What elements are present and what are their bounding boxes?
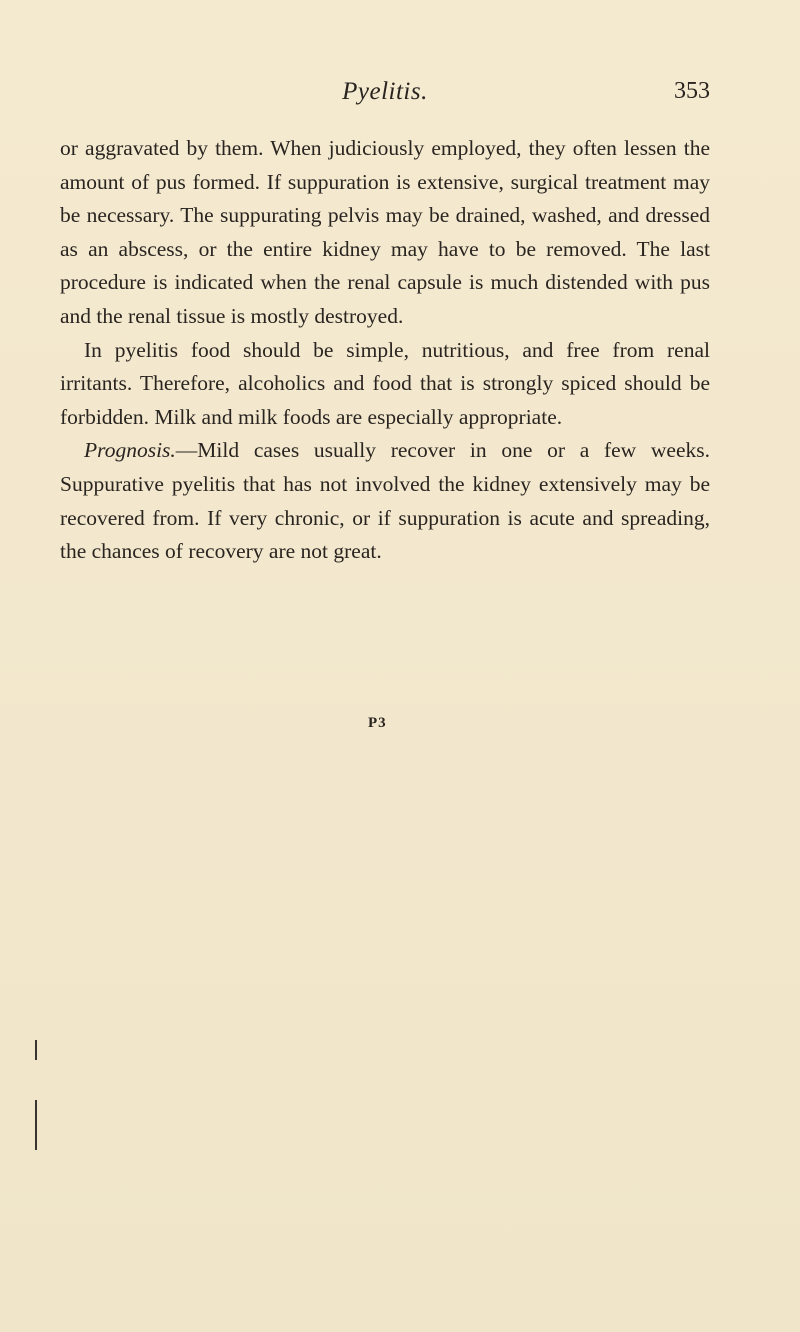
gutter-mark bbox=[35, 1100, 37, 1150]
paragraph-prognosis bbox=[60, 434, 710, 568]
body-text bbox=[60, 132, 710, 569]
prognosis-text: —Mild cases usually recover in one or a few weeks. Suppurative pyelitis that has not involved the kidney extensively may be recovered from. If very chronic, or if suppuration is acute and spreading, the chances of recovery are not great. bbox=[60, 438, 710, 564]
page-number: 353 bbox=[674, 78, 710, 104]
signature-mark: P3 bbox=[368, 715, 387, 731]
running-title: Pyelitis. bbox=[342, 78, 428, 105]
paragraph-continuation: or aggravated by them. When judiciously employed, they often lessen the amount of pus formed. If suppuration is extensive, surgical treatment may be necessary. The suppurating pelvis may be drained, washed, and dressed as an abscess, or the entire kidney may have to be removed. The last procedure is indicated when the renal capsule is much distended with pus and the renal tissue is mostly destroyed. bbox=[60, 136, 710, 328]
running-head bbox=[60, 78, 710, 112]
paragraph-diet: In pyelitis food should be simple, nutritious, and free from renal irritants. Therefore, alcoholics and food that is strongly spiced should be forbidden. Milk and milk foods are especially appropriate. bbox=[60, 337, 710, 429]
prognosis-heading: Prognosis. bbox=[84, 438, 176, 463]
gutter-mark bbox=[35, 1040, 37, 1060]
